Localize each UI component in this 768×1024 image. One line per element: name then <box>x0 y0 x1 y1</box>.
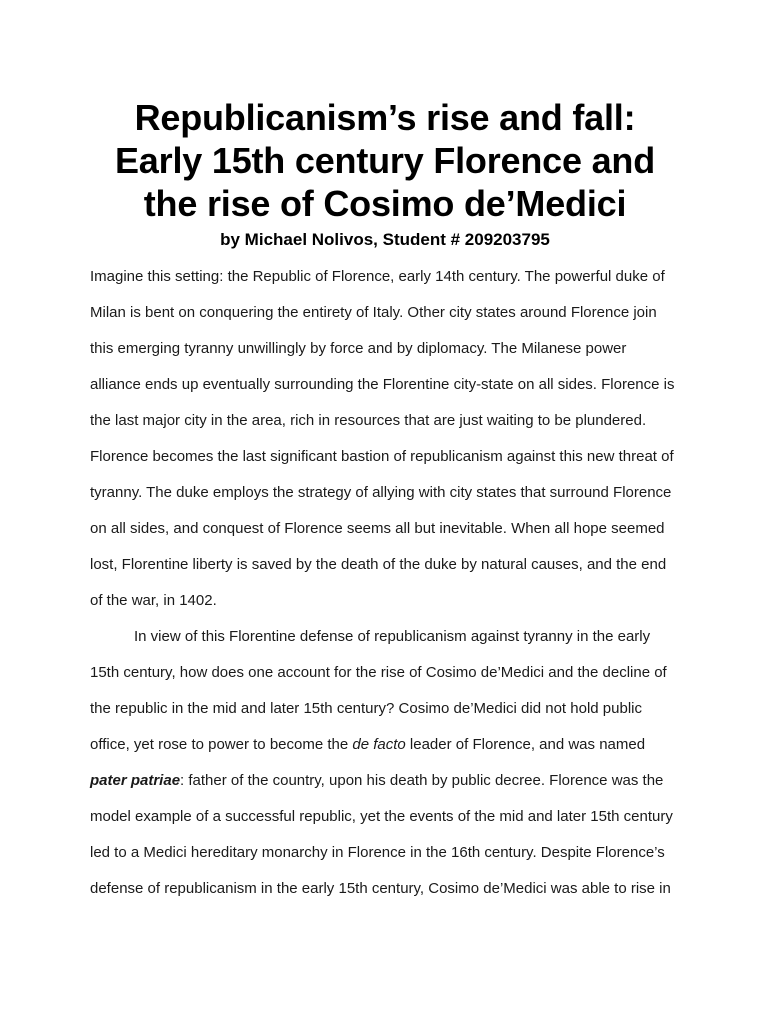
text-line: this emerging tyranny unwillingly by force and by diplomacy. The Milanese power <box>90 340 627 357</box>
document-title <box>90 96 680 225</box>
text-line: of the war, in 1402. <box>90 592 217 609</box>
text-line <box>90 732 690 768</box>
paragraph-2 <box>90 624 690 912</box>
paragraph-1 <box>90 264 690 624</box>
text-line: In view of this Florentine defense of republicanism against tyranny in the early <box>134 628 651 645</box>
italic-term-de-facto: de facto <box>352 736 406 753</box>
text-line: tyranny. The duke employs the strategy of allying with city states that surround Florence <box>90 484 672 501</box>
text-line: Florence becomes the last significant bastion of republicanism against this new threat of <box>90 448 674 465</box>
title-line: Republicanism’s rise and fall: <box>134 97 636 138</box>
text-line <box>90 768 690 804</box>
text-line: alliance ends up eventually surrounding the Florentine city-state on all sides. Florence is <box>90 376 675 393</box>
text-line: defense of republicanism in the early 15th century, Cosimo de’Medici was able to rise in <box>90 880 671 897</box>
text-segment: office, yet rose to power to become the <box>90 736 353 753</box>
text-line: Imagine this setting: the Republic of Florence, early 14th century. The powerful duke of <box>90 268 665 285</box>
text-line: on all sides, and conquest of Florence seems all but inevitable. When all hope seemed <box>90 520 665 537</box>
text-line: 15th century, how does one account for the rise of Cosimo de’Medici and the decline of <box>90 664 667 681</box>
text-line: model example of a successful republic, yet the events of the mid and later 15th century <box>90 808 673 825</box>
document-body <box>90 264 690 912</box>
title-line: Early 15th century Florence and <box>115 140 655 181</box>
text-line: lost, Florentine liberty is saved by the death of the duke by natural causes, and the end <box>90 556 667 573</box>
text-line: Milan is bent on conquering the entirety of Italy. Other city states around Florence join <box>90 304 657 321</box>
author-byline: by Michael Nolivos, Student # 209203795 <box>220 230 550 249</box>
text-line: the last major city in the area, rich in resources that are just waiting to be plundered. <box>90 412 647 429</box>
bold-italic-term-pater-patriae: pater patriae <box>90 772 181 789</box>
text-line: the republic in the mid and later 15th century? Cosimo de’Medici did not hold public <box>90 700 642 717</box>
text-segment: : father of the country, upon his death by public decree. Florence was the <box>180 772 664 789</box>
text-line: led to a Medici hereditary monarchy in Florence in the 16th century. Despite Florence’s <box>90 844 665 861</box>
title-line: the rise of Cosimo de’Medici <box>143 183 627 224</box>
text-segment: leader of Florence, and was named <box>405 736 646 753</box>
